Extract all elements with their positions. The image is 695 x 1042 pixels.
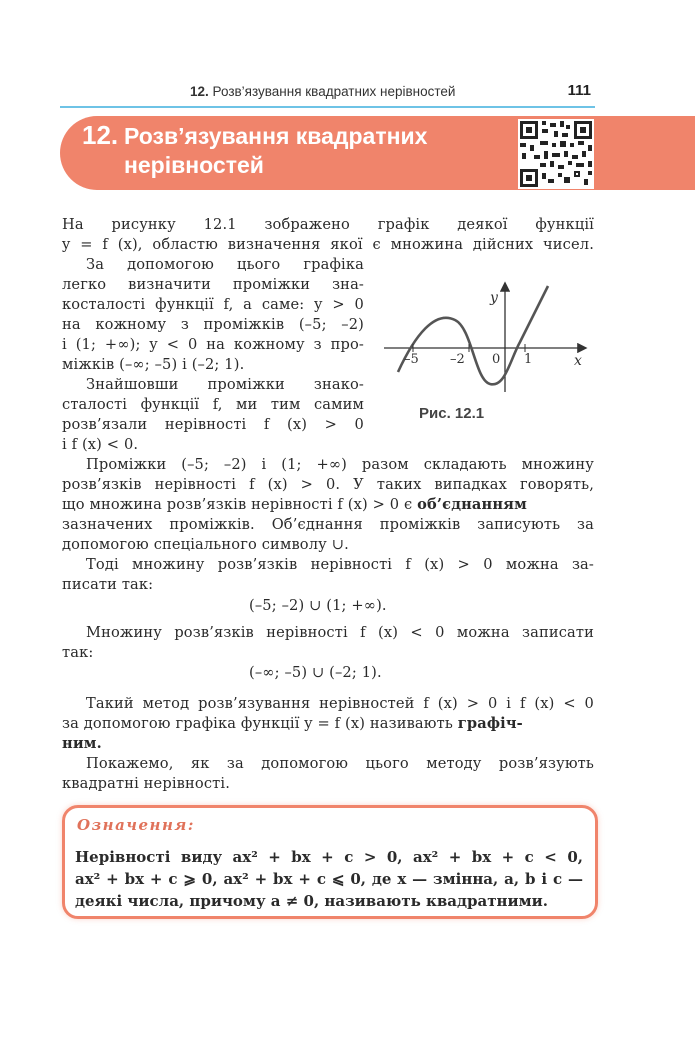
definition-box [62, 805, 598, 919]
paragraph-6-line-1: Множину розв’язків нерівності f (x) < 0 можна записати [86, 624, 594, 641]
paragraph-4-line-3 [62, 496, 527, 513]
banner-title-line-2: нерівностей [124, 152, 264, 178]
paragraph-4-line-5: допомогою спеціального символу ∪. [62, 536, 349, 553]
paragraph-6-line-2: так: [62, 644, 94, 661]
definition-title: Означення: [77, 816, 195, 834]
paragraph-3-line-1: Знайшовши проміжки знако- [86, 376, 364, 393]
x-axis-label: x [574, 353, 582, 369]
figure-caption: Рис. 12.1 [419, 405, 485, 422]
paragraph-4-line-3-text: що множина розв’язків нерівності f (x) > 0 є [62, 496, 413, 513]
paragraph-1-line-1: На рисунку 12.1 зображено графік деякої функції [62, 216, 594, 233]
term-union: об’єднанням [417, 496, 527, 513]
paragraph-8-line-2: квадратні нерівності. [62, 775, 230, 792]
paragraph-7-line-2-text: за допомогою графіка функції y = f (x) називають [62, 715, 453, 732]
paragraph-5-line-1: Тоді множину розв’язків нерівності f (x) > 0 можна за- [86, 556, 594, 573]
banner-section-number: 12. [82, 120, 119, 150]
definition-line-3: деякі числа, причому a ≠ 0, називають квадратними. [75, 892, 548, 910]
running-header [60, 80, 595, 108]
header-section-title: Розв’язування квадратних нерівностей [212, 84, 456, 99]
tick-label-minus5: –5 [404, 352, 419, 367]
paragraph-5-line-2: писати так: [62, 576, 154, 593]
running-header-title [190, 84, 455, 99]
tick-label-minus2: –2 [450, 352, 465, 367]
qr-code-icon[interactable] [518, 119, 594, 189]
banner-title [124, 122, 484, 180]
term-graphical: графіч- [457, 715, 523, 732]
definition-line-1: Нерівності виду ax² + bx + c > 0, ax² + bx + c < 0, [75, 848, 583, 866]
paragraph-2-line-1: За допомогою цього графіка [86, 256, 364, 273]
function-curve [398, 286, 548, 384]
section-banner [60, 116, 695, 190]
banner-title-line-1: Розв’язування квадратних [124, 123, 428, 149]
paragraph-4-line-2: розв’язків нерівності f (x) > 0. У таких випадках говорять, [62, 476, 594, 493]
paragraph-7-line-1: Такий метод розв’язування нерівностей f (x) > 0 і f (x) < 0 [86, 695, 594, 712]
y-axis-label: y [490, 290, 498, 306]
paragraph-2-line-4: на кожному з проміжків (–5; –2) [62, 316, 364, 333]
paragraph-2-line-2: легко визначити проміжки зна- [62, 276, 364, 293]
paragraph-2-line-6: міжків (–∞; –5) і (–2; 1). [62, 356, 245, 373]
paragraph-7-line-2 [62, 715, 523, 732]
paragraph-4-line-4: зазначених проміжків. Об’єднання проміжків записують за [62, 516, 594, 533]
tick-label-0: 0 [492, 352, 501, 367]
tick-label-1: 1 [524, 352, 533, 367]
paragraph-3-line-2: сталості функції f, ми тим самим [62, 396, 364, 413]
paragraph-7-line-3: ним. [62, 735, 102, 752]
function-graph-figure [380, 280, 595, 400]
header-section-number: 12. [190, 84, 209, 99]
paragraph-1-line-2: y = f (x), областю визначення якої є множина дійсних чисел. [62, 236, 594, 253]
page-number: 111 [567, 82, 591, 99]
paragraph-8-line-1: Покажемо, як за допомогою цього методу розв’язують [86, 755, 594, 772]
formula-1: (–5; –2) ∪ (1; +∞). [249, 597, 387, 614]
paragraph-3-line-4: і f (x) < 0. [62, 436, 139, 453]
formula-2: (–∞; –5) ∪ (–2; 1). [249, 664, 382, 681]
paragraph-2-line-3: косталості функції f, а саме: y > 0 [62, 296, 364, 313]
paragraph-4-line-1: Проміжки (–5; –2) і (1; +∞) разом складають множину [86, 456, 594, 473]
paragraph-3-line-3: розв’язали нерівності f (x) > 0 [62, 416, 364, 433]
paragraph-2-line-5: і (1; +∞); y < 0 на кожному з про- [62, 336, 364, 353]
definition-line-2: ax² + bx + c ⩾ 0, ax² + bx + c ⩽ 0, де x — змінна, a, b і c — [75, 870, 583, 888]
